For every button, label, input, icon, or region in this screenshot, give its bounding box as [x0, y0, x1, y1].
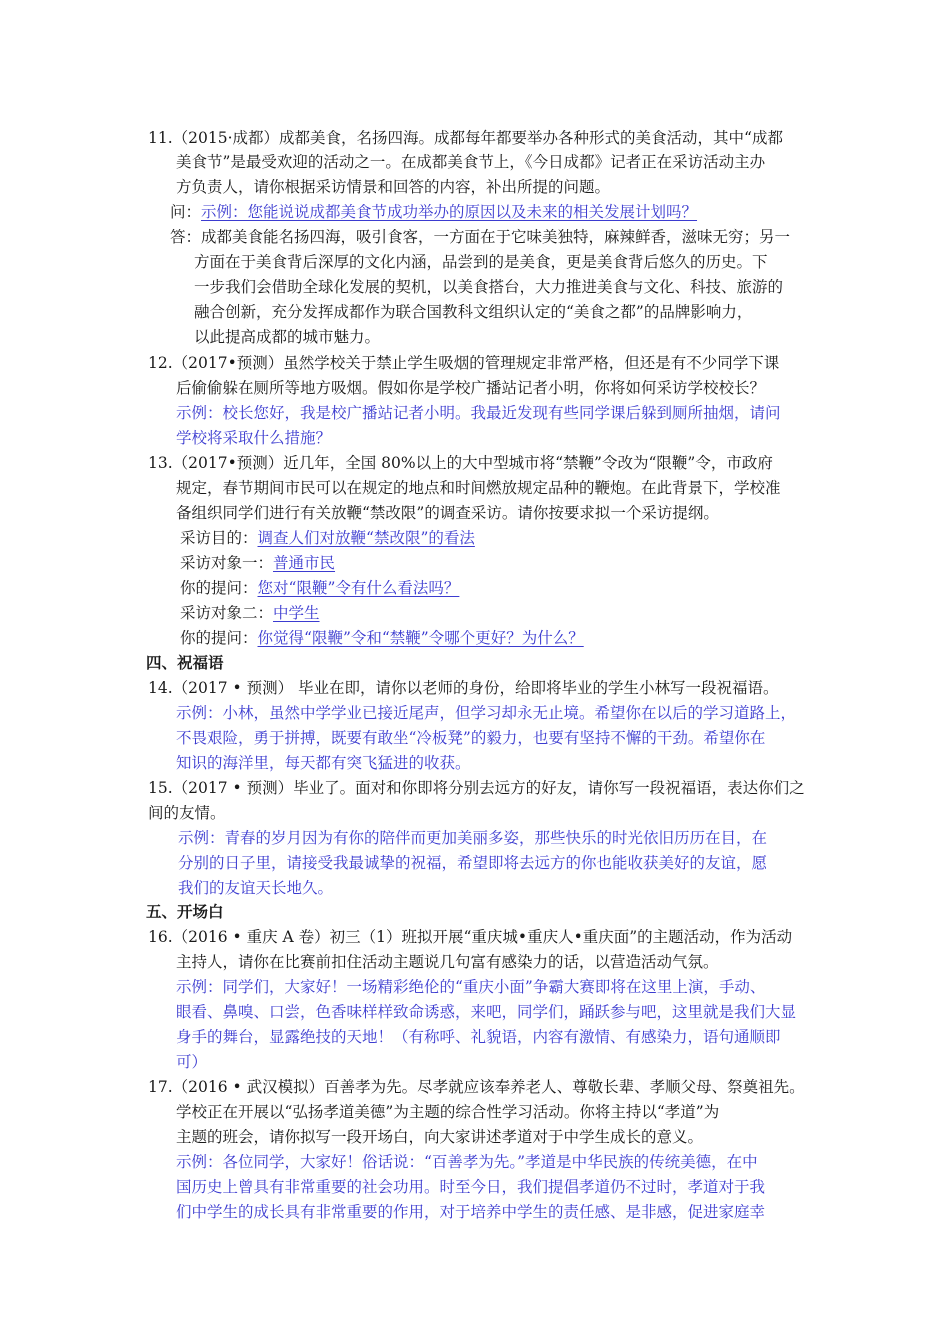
q13-row-label: 采访对象一：	[180, 554, 274, 572]
section-heading-blessing: 四、祝福语	[146, 654, 224, 672]
q13-line-3: 备组织同学们进行有关放鞭“禁改限”的调查采访。请你按要求拟一个采访提纲。	[176, 504, 719, 522]
q11-answer-line-1: 答：成都美食能名扬四海，吸引食客，一方面在于它味美独特，麻辣鲜香，滋味无穷；另一	[170, 228, 791, 246]
q14-example-line-2: 不畏艰险，勇于拼搏，既要有敢坐“冷板凳”的毅力，也要有坚持不懈的干劲。希望你在	[176, 729, 766, 747]
q13-row-target-2	[180, 602, 320, 624]
q12-line-1: 12.（2017•预测）虽然学校关于禁止学生吸烟的管理规定非常严格，但还是有不少同学下课	[148, 354, 780, 372]
q16-example-line-1: 示例：同学们，大家好！一场精彩绝伦的“重庆小面”争霸大赛即将在这里上演，手动、	[176, 978, 766, 996]
q13-row-answer: 你觉得“限鞭”令和“禁鞭”令哪个更好？为什么？	[257, 629, 584, 647]
q11-question-row	[170, 201, 697, 223]
q11-answer-line-2: 方面在于美食背后深厚的文化内涵，品尝到的是美食，更是美食背后悠久的历史。下	[194, 253, 768, 271]
q13-row-answer: 普通市民	[273, 554, 336, 572]
q14-line-1: 14.（2017 • 预测） 毕业在即，请你以老师的身份，给即将毕业的学生小林写一段祝福语。	[148, 679, 779, 697]
q13-row-target-1	[180, 552, 335, 574]
q13-row-label: 你的提问：	[180, 579, 258, 597]
q13-line-1: 13.（2017•预测）近几年，全国 80%以上的大中型城市将“禁鞭”令改为“限鞭”令，市政府	[148, 454, 773, 472]
q15-example-line-1: 示例：青春的岁月因为有你的陪伴而更加美丽多姿，那些快乐的时光依旧历历在目，在	[178, 829, 768, 847]
q11-answer-line-5: 以此提高成都的城市魅力。	[194, 328, 381, 346]
q17-line-2: 学校正在开展以“弘扬孝道美德”为主题的综合性学习活动。你将主持以“孝道”为	[176, 1103, 720, 1121]
q16-example-line-2: 眼看、鼻嗅、口尝，色香味样样致命诱惑，来吧，同学们，踊跃参与吧，这里就是我们大显	[176, 1003, 797, 1021]
q11-answer-line-3: 一步我们会借助全球化发展的契机，以美食搭台，大力推进美食与文化、科技、旅游的	[194, 278, 784, 296]
q15-example-line-3: 我们的友谊天长地久。	[178, 879, 334, 897]
q13-row-question-1	[180, 577, 459, 599]
q13-row-label: 采访目的：	[180, 529, 258, 547]
q17-example-line-3: 们中学生的成长具有非常重要的作用，对于培养中学生的责任感、是非感，促进家庭幸	[176, 1203, 766, 1221]
q15-example-line-2: 分别的日子里，请接受我最诚挚的祝福，希望即将去远方的你也能收获美好的友谊，愿	[178, 854, 768, 872]
q17-example-line-2: 国历史上曾具有非常重要的社会功用。时至今日，我们提倡孝道仍不过时，孝道对于我	[176, 1178, 766, 1196]
q13-row-answer: 调查人们对放鞭“禁改限”的看法	[257, 529, 475, 547]
q13-row-label: 采访对象二：	[180, 604, 274, 622]
q16-line-2: 主持人，请你在比赛前扣住活动主题说几句富有感染力的话，以营造活动气氛。	[176, 953, 719, 971]
q12-example-line-2: 学校将采取什么措施？	[176, 429, 332, 447]
q11-line-1: 11.（2015·成都）成都美食，名扬四海。成都每年都要举办各种形式的美食活动，其中“成都	[148, 129, 783, 147]
q13-row-answer: 您对“限鞭”令有什么看法吗？	[257, 579, 460, 597]
q17-line-1: 17.（2016 • 武汉模拟）百善孝为先。尽孝就应该奉养老人、尊敬长辈、孝顺父母、祭奠祖先。	[148, 1078, 805, 1096]
q12-line-2: 后偷偷躲在厕所等地方吸烟。假如你是学校广播站记者小明，你将如何采访学校校长？	[176, 379, 766, 397]
q11-answer-line-4: 融合创新，充分发挥成都作为联合国教科文组织认定的“美食之都”的品牌影响力，	[194, 303, 753, 321]
q15-line-1: 15.（2017 • 预测）毕业了。面对和你即将分别去远方的好友，请你写一段祝福语，表达你们之	[148, 779, 805, 797]
q13-row-purpose	[180, 527, 475, 549]
q15-line-2: 间的友情。	[148, 804, 226, 822]
q11-question-label: 问：	[170, 203, 202, 221]
q17-line-3: 主题的班会，请你拟写一段开场白，向大家讲述孝道对于中学生成长的意义。	[176, 1128, 704, 1146]
q11-question-example: 示例：您能说说成都美食节成功举办的原因以及未来的相关发展计划吗？	[201, 203, 698, 221]
q13-row-question-2	[180, 627, 584, 649]
section-heading-opening: 五、开场白	[146, 903, 224, 921]
q14-example-line-1: 示例：小林，虽然中学学业已接近尾声，但学习却永无止境。希望你在以后的学习道路上，	[176, 704, 797, 722]
q17-example-line-1: 示例：各位同学，大家好！俗话说：“百善孝为先。”孝道是中华民族的传统美德，在中	[176, 1153, 758, 1171]
q13-line-2: 规定，春节期间市民可以在规定的地点和时间燃放规定品种的鞭炮。在此背景下，学校准	[176, 479, 781, 497]
q13-row-answer: 中学生	[273, 604, 320, 622]
q14-example-line-3: 知识的海洋里，每天都有突飞猛进的收获。	[176, 754, 471, 772]
q12-example-line-1: 示例：校长您好，我是校广播站记者小明。我最近发现有些同学课后躲到厕所抽烟，请问	[176, 404, 781, 422]
q11-line-3: 方负责人，请你根据采访情景和回答的内容，补出所提的问题。	[176, 178, 611, 196]
q11-line-2: 美食节”是最受欢迎的活动之一。在成都美食节上，《今日成都》记者正在采访活动主办	[176, 153, 766, 171]
q16-example-line-4: 可）	[176, 1053, 208, 1071]
q13-row-label: 你的提问：	[180, 629, 258, 647]
q16-line-1: 16.（2016 • 重庆 A 卷）初三（1）班拟开展“重庆城•重庆人•重庆面”的主题活动，作为活动	[148, 928, 793, 946]
q16-example-line-3: 身手的舞台，显露绝技的天地！（有称呼、礼貌语，内容有激情、有感染力，语句通顺即	[176, 1028, 781, 1046]
